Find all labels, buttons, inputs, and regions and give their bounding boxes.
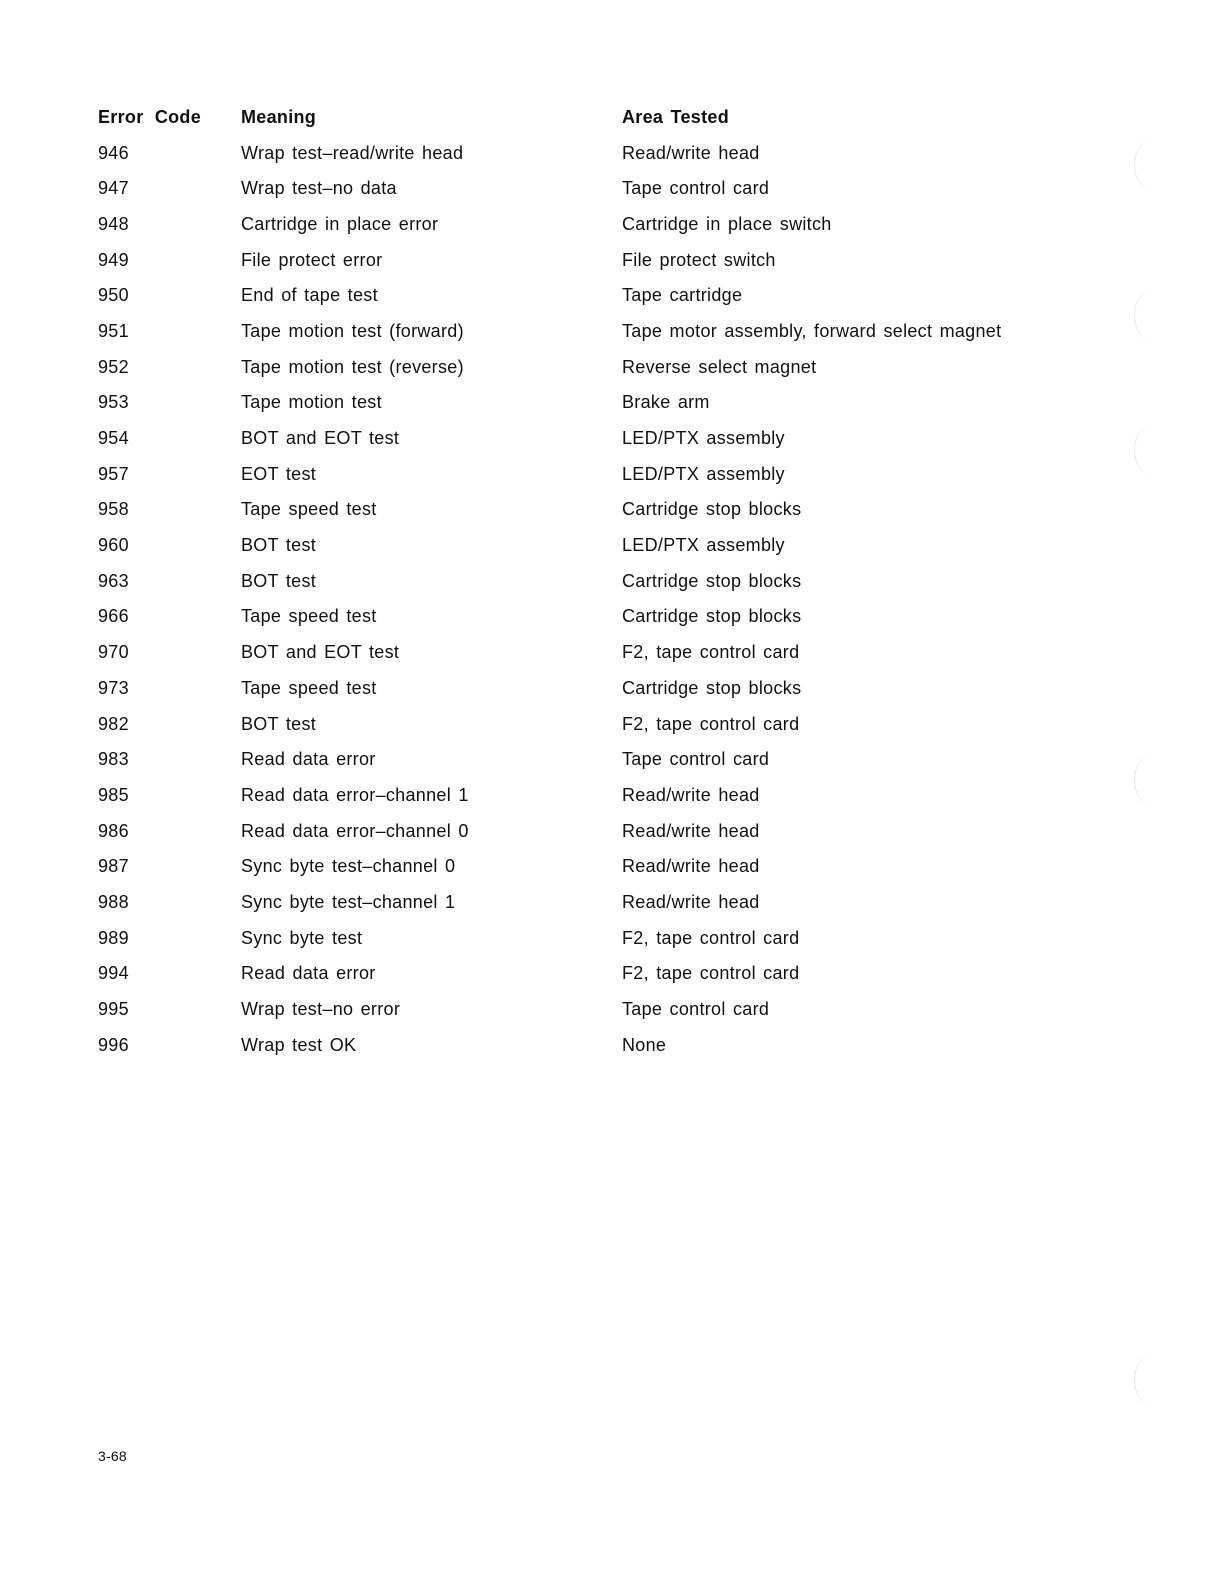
table-row <box>98 640 1058 676</box>
table-row <box>98 961 1058 997</box>
meaning-cell: Wrap test–read/write head <box>241 142 464 163</box>
error-code-cell: 949 <box>98 249 129 270</box>
area-tested-cell: F2, tape control card <box>622 927 800 948</box>
table-row <box>98 462 1058 498</box>
area-tested-cell: F2, tape control card <box>622 642 800 663</box>
area-tested-cell: F2, tape control card <box>622 713 800 734</box>
table-row <box>98 569 1058 605</box>
meaning-cell: Wrap test OK <box>241 1034 357 1055</box>
table-body <box>98 141 1058 1069</box>
table-row <box>98 676 1058 712</box>
error-code-cell: 987 <box>98 856 129 877</box>
area-tested-cell: Cartridge stop blocks <box>622 677 802 698</box>
area-tested-cell: Tape motor assembly, forward select magnet <box>622 320 1002 341</box>
binding-hole-mark <box>1134 1355 1169 1405</box>
error-code-cell: 986 <box>98 820 129 841</box>
meaning-cell: BOT test <box>241 570 317 591</box>
meaning-cell: Wrap test–no data <box>241 178 397 199</box>
area-tested-cell: Read/write head <box>622 820 760 841</box>
meaning-cell: BOT test <box>241 535 317 556</box>
table-row <box>98 319 1058 355</box>
meaning-cell: Tape speed test <box>241 606 377 627</box>
meaning-cell: Read data error–channel 0 <box>241 820 469 841</box>
error-code-cell: 973 <box>98 677 129 698</box>
error-code-cell: 994 <box>98 963 129 984</box>
error-code-cell: 958 <box>98 499 129 520</box>
area-tested-cell: LED/PTX assembly <box>622 535 785 556</box>
area-tested-cell: Cartridge in place switch <box>622 213 832 234</box>
table-row <box>98 426 1058 462</box>
meaning-cell: Read data error <box>241 749 376 770</box>
error-code-cell: 952 <box>98 356 129 377</box>
binding-hole-mark <box>1134 140 1169 190</box>
meaning-cell: Tape speed test <box>241 677 377 698</box>
error-code-cell: 950 <box>98 285 129 306</box>
error-code-cell: 966 <box>98 606 129 627</box>
meaning-cell: Sync byte test <box>241 927 363 948</box>
error-code-cell: 951 <box>98 320 129 341</box>
error-code-cell: 960 <box>98 535 129 556</box>
table-row <box>98 533 1058 569</box>
error-code-cell: 946 <box>98 142 129 163</box>
table-header-row <box>98 105 1058 141</box>
table-row <box>98 747 1058 783</box>
error-code-cell: 996 <box>98 1034 129 1055</box>
meaning-cell: Read data error–channel 1 <box>241 784 469 805</box>
meaning-cell: End of tape test <box>241 285 378 306</box>
error-code-cell: 988 <box>98 891 129 912</box>
meaning-cell: File protect error <box>241 249 383 270</box>
table-row <box>98 355 1058 391</box>
meaning-cell: BOT and EOT test <box>241 642 400 663</box>
error-code-cell: 995 <box>98 999 129 1019</box>
page-number: 3-68 <box>98 1448 127 1464</box>
area-tested-cell: Cartridge stop blocks <box>622 606 802 627</box>
table-row <box>98 1033 1058 1069</box>
meaning-cell: Tape motion test <box>241 392 382 413</box>
binding-hole-mark <box>1134 425 1169 475</box>
area-tested-cell: LED/PTX assembly <box>622 463 785 484</box>
table-row <box>98 283 1058 319</box>
column-header-area-tested: Area Tested <box>622 107 730 127</box>
binding-hole-marks <box>1134 130 1174 1430</box>
area-tested-cell: File protect switch <box>622 249 776 270</box>
area-tested-cell: F2, tape control card <box>622 963 800 984</box>
column-header-meaning: Meaning <box>241 107 317 127</box>
table-row <box>98 997 1058 1033</box>
table-row <box>98 890 1058 926</box>
meaning-cell: Cartridge in place error <box>241 213 439 234</box>
area-tested-cell: Tape control card <box>622 178 770 199</box>
table-row <box>98 604 1058 640</box>
meaning-cell: Tape speed test <box>241 499 377 520</box>
area-tested-cell: Cartridge stop blocks <box>622 570 802 591</box>
area-tested-cell: Tape control card <box>622 999 770 1019</box>
table-row <box>98 390 1058 426</box>
table-row <box>98 212 1058 248</box>
area-tested-cell: Read/write head <box>622 142 760 163</box>
area-tested-cell: Cartridge stop blocks <box>622 499 802 520</box>
table-row <box>98 926 1058 962</box>
area-tested-cell: Tape cartridge <box>622 285 743 306</box>
error-code-cell: 985 <box>98 784 129 805</box>
error-code-cell: 989 <box>98 927 129 948</box>
meaning-cell: Wrap test–no error <box>241 999 401 1019</box>
meaning-cell: BOT test <box>241 713 317 734</box>
error-code-cell: 982 <box>98 713 129 734</box>
area-tested-cell: None <box>622 1034 667 1055</box>
binding-hole-mark <box>1134 290 1169 340</box>
error-code-table <box>98 105 1058 1068</box>
table-row <box>98 783 1058 819</box>
meaning-cell: Tape motion test (forward) <box>241 320 464 341</box>
error-code-cell: 957 <box>98 463 129 484</box>
table-row <box>98 176 1058 212</box>
meaning-cell: Read data error <box>241 963 376 984</box>
error-code-cell: 954 <box>98 428 129 448</box>
area-tested-cell: LED/PTX assembly <box>622 428 785 448</box>
error-code-cell: 963 <box>98 570 129 591</box>
area-tested-cell: Read/write head <box>622 891 760 912</box>
meaning-cell: Sync byte test–channel 1 <box>241 891 456 912</box>
table-row <box>98 854 1058 890</box>
column-header-error-code: Error Code <box>98 107 202 127</box>
table-row <box>98 819 1058 855</box>
meaning-cell: Tape motion test (reverse) <box>241 356 464 377</box>
area-tested-cell: Read/write head <box>622 856 760 877</box>
table-row <box>98 248 1058 284</box>
error-code-cell: 948 <box>98 213 129 234</box>
table-row <box>98 497 1058 533</box>
area-tested-cell: Reverse select magnet <box>622 356 817 377</box>
meaning-cell: BOT and EOT test <box>241 428 400 448</box>
error-code-cell: 953 <box>98 392 129 413</box>
area-tested-cell: Read/write head <box>622 784 760 805</box>
error-code-cell: 947 <box>98 178 129 199</box>
table-row <box>98 141 1058 177</box>
table-row <box>98 712 1058 748</box>
meaning-cell: EOT test <box>241 463 317 484</box>
error-code-cell: 983 <box>98 749 129 770</box>
meaning-cell: Sync byte test–channel 0 <box>241 856 456 877</box>
binding-hole-mark <box>1134 755 1169 805</box>
error-code-cell: 970 <box>98 642 129 663</box>
area-tested-cell: Brake arm <box>622 392 710 413</box>
area-tested-cell: Tape control card <box>622 749 770 770</box>
